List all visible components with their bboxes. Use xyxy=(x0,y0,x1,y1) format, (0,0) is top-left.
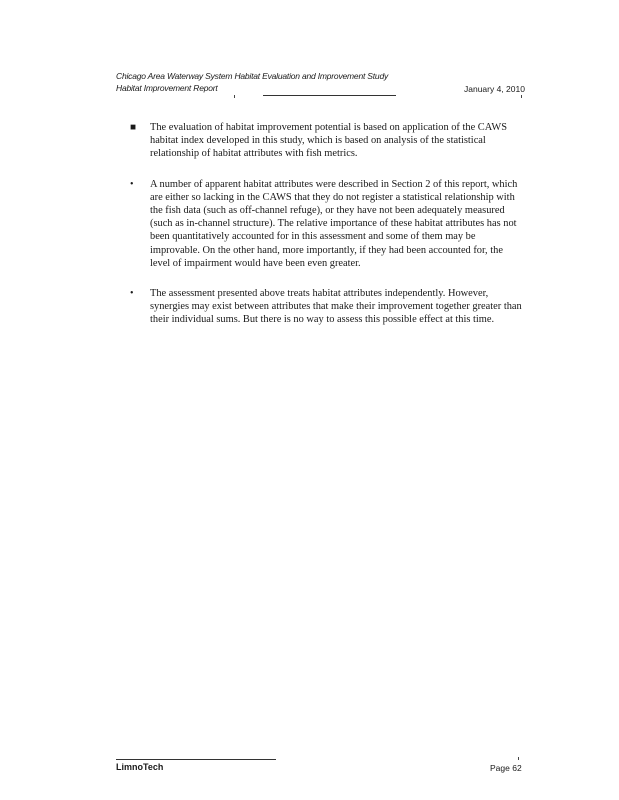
footer-tick-mark xyxy=(518,757,519,760)
header-tick-mark xyxy=(521,95,522,98)
report-subtitle: Habitat Improvement Report xyxy=(116,83,218,93)
bullet-list xyxy=(130,121,524,344)
bullet-text: The evaluation of habitat improvement potential is based on application of the CAWS habitat index developed in this study, which is based on analysis of the statistical relationship of habitat attributes with fish metrics. xyxy=(150,122,507,160)
round-bullet-icon: • xyxy=(130,178,134,190)
list-item xyxy=(130,121,524,161)
company-name: LimnoTech xyxy=(116,762,164,772)
header-tick-mark xyxy=(234,95,235,98)
list-item xyxy=(130,287,524,327)
page-number: Page 62 xyxy=(490,763,522,773)
report-title: Chicago Area Waterway System Habitat Evaluation and Improvement Study xyxy=(116,71,389,81)
footer-rule xyxy=(116,759,276,760)
bullet-text: The assessment presented above treats habitat attributes independently. However, synergies may exist between attributes that make their improvement together greater than their individual sums. But there is no way to assess this possible effect at this time. xyxy=(150,288,522,326)
round-bullet-icon: • xyxy=(130,288,134,300)
square-bullet-icon: ■ xyxy=(130,122,137,133)
header-rule xyxy=(263,95,396,96)
report-date: January 4, 2010 xyxy=(464,84,525,94)
bullet-text: A number of apparent habitat attributes were described in Section 2 of this report, which are either so lacking in the CAWS that they do not register a statistical relationship with the fish data (such as off-channel refuge), or they have not been adequately measured (such as in-channel structure). The relative importance of these habitat attributes has not been quantitatively accounted for in this assessment and some of them may be improvable. On the other hand, more importantly, if they had been accounted for, the level of impairment would have been even greater. xyxy=(150,178,518,269)
list-item xyxy=(130,178,524,270)
